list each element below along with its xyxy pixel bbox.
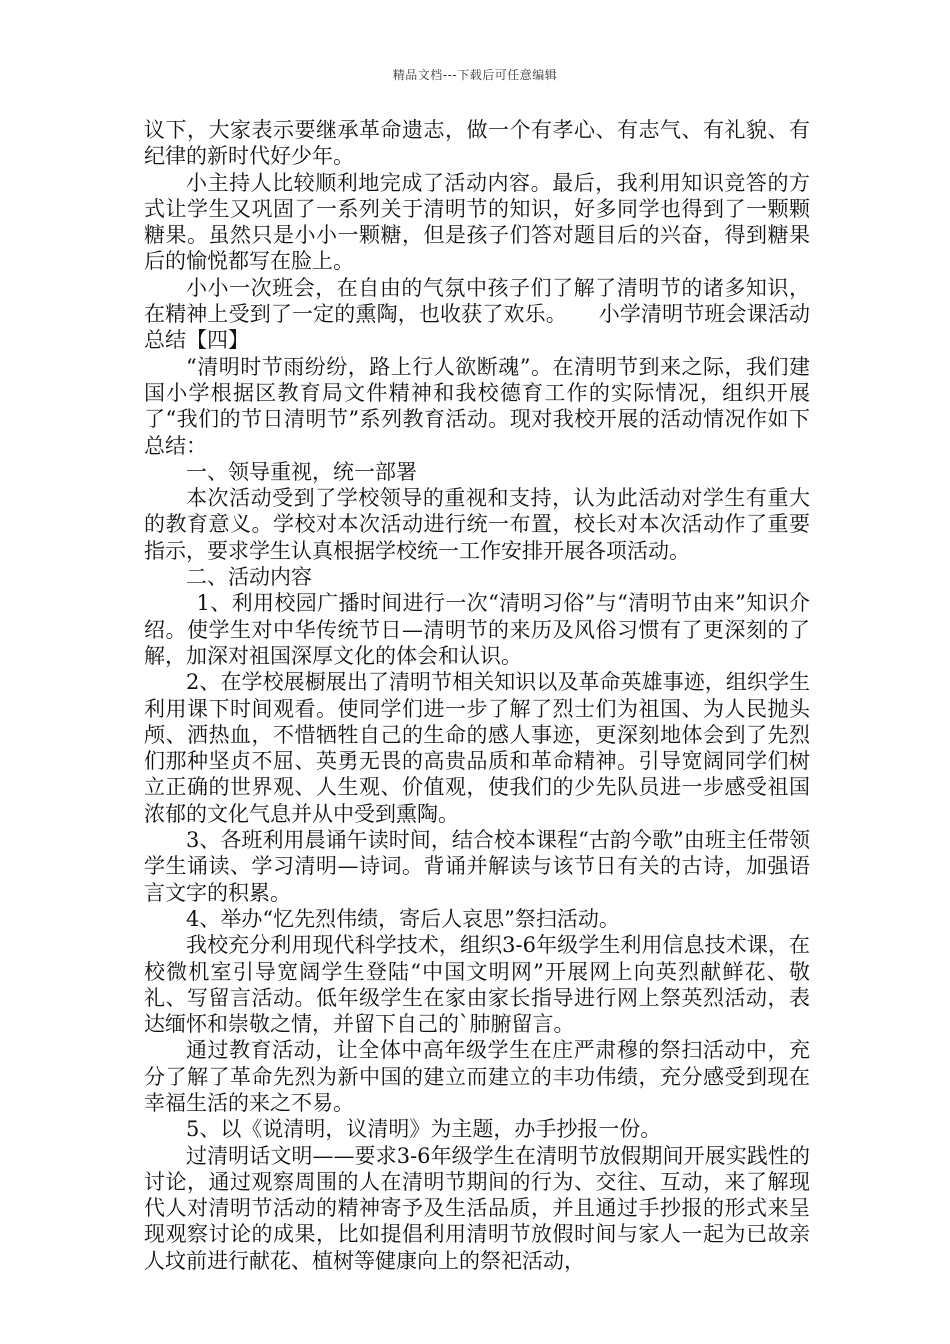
- section-heading: 一、领导重视，统一部署: [186, 459, 417, 484]
- paragraph: 议下，大家表示要继承革命遗志，做一个有孝心、有志气、有礼貌、有纪律的新时代好少年。: [144, 118, 810, 169]
- document-body: [144, 117, 810, 1274]
- paragraph: 本次活动受到了学校领导的重视和支持，认为此活动对学生有重大的教育意义。学校对本次活动进行统一布置，校长对本次活动作了重要指示，要求学生认真根据学校统一工作安排开展各项活动。: [144, 486, 810, 563]
- paragraph: 1、利用校园广播时间进行一次“清明习俗”与“清明节由来”知识介绍。使学生对中华传统节日—清明节的来历及风俗习惯有了更深刻的了解，加深对祖国深厚文化的体会和认识。: [144, 591, 810, 668]
- paragraph: 4、举办“忆先烈伟绩，寄后人哀思”祭扫活动。: [186, 906, 620, 931]
- paragraph: 3、各班利用晨诵午读时间，结合校本课程“古韵今歌”由班主任带领学生诵读、学习清明—诗词。背诵并解读与该节日有关的古诗，加强语言文字的积累。: [144, 828, 810, 905]
- paragraph: “清明时节雨纷纷，路上行人欲断魂”。在清明节到来之际，我们建国小学根据区教育局文件精神和我校德育工作的实际情况，组织开展了“我们的节日清明节”系列教育活动。现对我校开展的活动情况作如下总结：: [144, 354, 810, 458]
- page-header: 精品文档---下载后可任意编辑: [392, 68, 558, 82]
- paragraph: 2、在学校展橱展出了清明节相关知识以及革命英雄事迹，组织学生利用课下时间观看。使同学们进一步了解了烈士们为祖国、为人民抛头颅、洒热血，不惜牺牲自己的生命的感人事迹，更深刻地体会到了先烈们那种坚贞不屈、英勇无畏的高贵品质和革命精神。引导宽阔同学们树立正确的世界观、人生观、价值观，使我们的少先队员进一步感受祖国浓郁的文化气息并从中受到熏陶。: [144, 670, 810, 826]
- paragraph: 通过教育活动，让全体中高年级学生在庄严肃穆的祭扫活动中，充分了解了革命先烈为新中国的建立而建立的丰功伟绩，充分感受到现在幸福生活的来之不易。: [144, 1038, 810, 1115]
- paragraph: 我校充分利用现代科学技术，组织3-6年级学生利用信息技术课，在校微机室引导宽阔学生登陆“中国文明网”开展网上向英烈献鲜花、敬礼、写留言活动。低年级学生在家由家长指导进行网上祭英烈活动，表达缅怀和崇敬之情，并留下自己的`肺腑留言。: [144, 933, 810, 1037]
- paragraph: 5、以《说清明，议清明》为主题，办手抄报一份。: [186, 1117, 662, 1142]
- paragraph: 小主持人比较顺利地完成了活动内容。最后，我利用知识竞答的方式让学生又巩固了一系列关于清明节的知识，好多同学也得到了一颗颗糖果。虽然只是小小一颗糖，但是孩子们答对题目后的兴奋，得到糖果后的愉悦都写在脸上。: [144, 170, 810, 274]
- section-heading: 二、活动内容: [186, 565, 312, 590]
- paragraph: 小小一次班会，在自由的气氛中孩子们了解了清明节的诸多知识，在精神上受到了一定的熏陶，也收获了欢乐。 小学清明节班会课活动总结【四】: [144, 275, 810, 353]
- paragraph: 过清明话文明——要求3-6年级学生在清明节放假期间开展实践性的讨论，通过观察周围的人在清明节期间的行为、交往、互动，来了解现代人对清明节活动的精神寄予及生活品质，并且通过手抄报的形式来呈现观察讨论的成果，比如提倡利用清明节放假时间与家人一起为已故亲人坟前进行献花、植树等健康向上的祭祀活动，: [144, 1143, 810, 1273]
